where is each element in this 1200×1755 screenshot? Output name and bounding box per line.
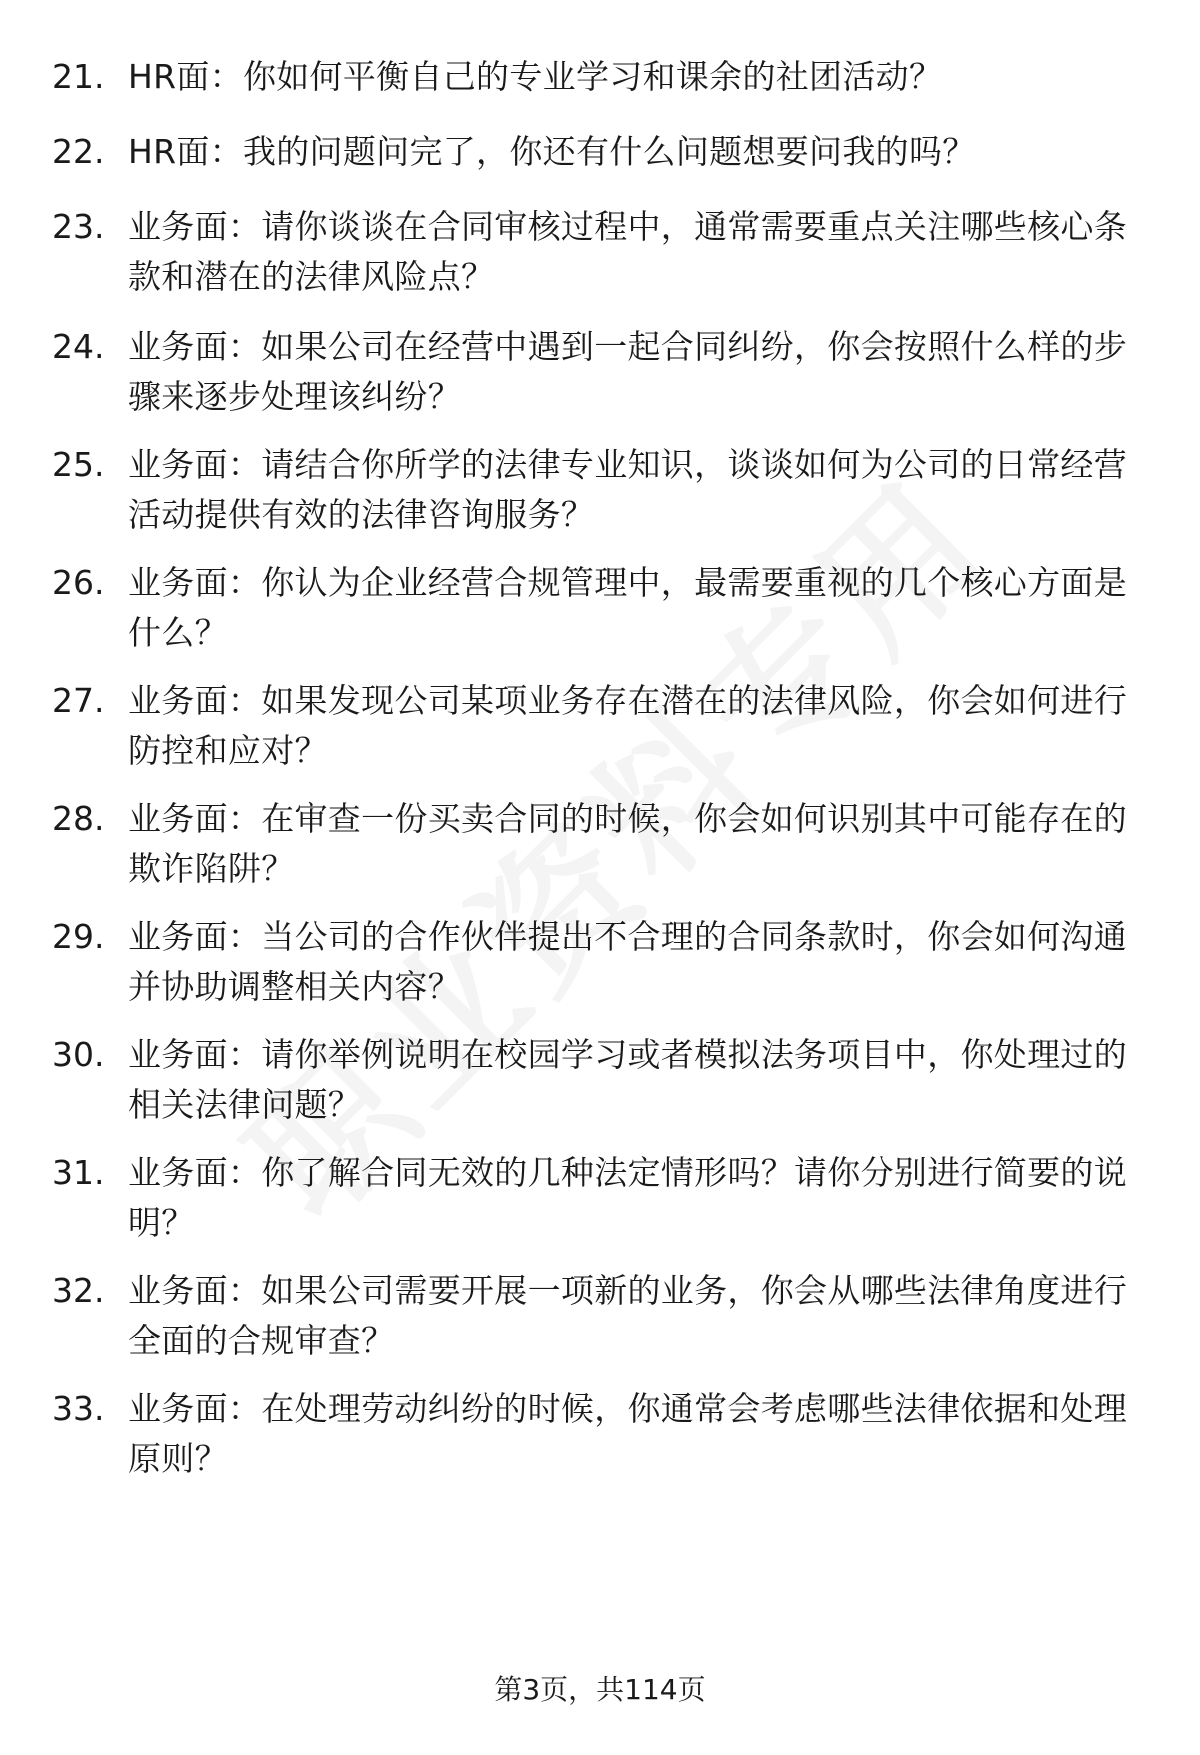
question-text: 业务面：如果公司需要开展一项新的业务，你会从哪些法律角度进行全面的合规审查？ bbox=[128, 1271, 1127, 1360]
question-text: 业务面：请你举例说明在校园学习或者模拟法务项目中，你处理过的相关法律问题？ bbox=[128, 1035, 1127, 1124]
question-number: 27. bbox=[52, 681, 105, 720]
question-text: HR面：你如何平衡自己的专业学习和课余的社团活动？ bbox=[128, 57, 943, 96]
question-number: 29. bbox=[52, 917, 105, 956]
question-text: 业务面：如果发现公司某项业务存在潜在的法律风险，你会如何进行防控和应对？ bbox=[128, 681, 1127, 770]
question-text: 业务面：当公司的合作伙伴提出不合理的合同条款时，你会如何沟通并协助调整相关内容？ bbox=[128, 917, 1127, 1006]
question-number: 31. bbox=[52, 1153, 105, 1192]
question-text: 业务面：你了解合同无效的几种法定情形吗？请你分别进行简要的说明？ bbox=[128, 1153, 1127, 1242]
question-text: HR面：我的问题问完了，你还有什么问题想要问我的吗？ bbox=[128, 132, 976, 171]
question-text: 业务面：请结合你所学的法律专业知识，谈谈如何为公司的日常经营活动提供有效的法律咨询服务？ bbox=[128, 445, 1127, 534]
question-number: 23. bbox=[52, 207, 105, 246]
question-text: 业务面：如果公司在经营中遇到一起合同纠纷，你会按照什么样的步骤来逐步处理该纠纷？ bbox=[128, 327, 1127, 416]
question-number: 26. bbox=[52, 563, 105, 602]
question-number: 32. bbox=[52, 1271, 105, 1310]
question-number: 24. bbox=[52, 327, 105, 366]
question-text: 业务面：在处理劳动纠纷的时候，你通常会考虑哪些法律依据和处理原则？ bbox=[128, 1389, 1127, 1478]
question-text: 业务面：你认为企业经营合规管理中，最需要重视的几个核心方面是什么？ bbox=[128, 563, 1127, 652]
question-text: 业务面：请你谈谈在合同审核过程中，通常需要重点关注哪些核心条款和潜在的法律风险点？ bbox=[128, 207, 1127, 296]
question-number: 30. bbox=[52, 1035, 105, 1074]
question-number: 21. bbox=[52, 57, 105, 96]
page-footer: 第3页，共114页 bbox=[494, 1673, 706, 1706]
question-text: 业务面：在审查一份买卖合同的时候，你会如何识别其中可能存在的欺诈陷阱？ bbox=[128, 799, 1127, 888]
question-number: 28. bbox=[52, 799, 105, 838]
question-number: 22. bbox=[52, 132, 105, 171]
question-number: 25. bbox=[52, 445, 105, 484]
question-number: 33. bbox=[52, 1389, 105, 1428]
